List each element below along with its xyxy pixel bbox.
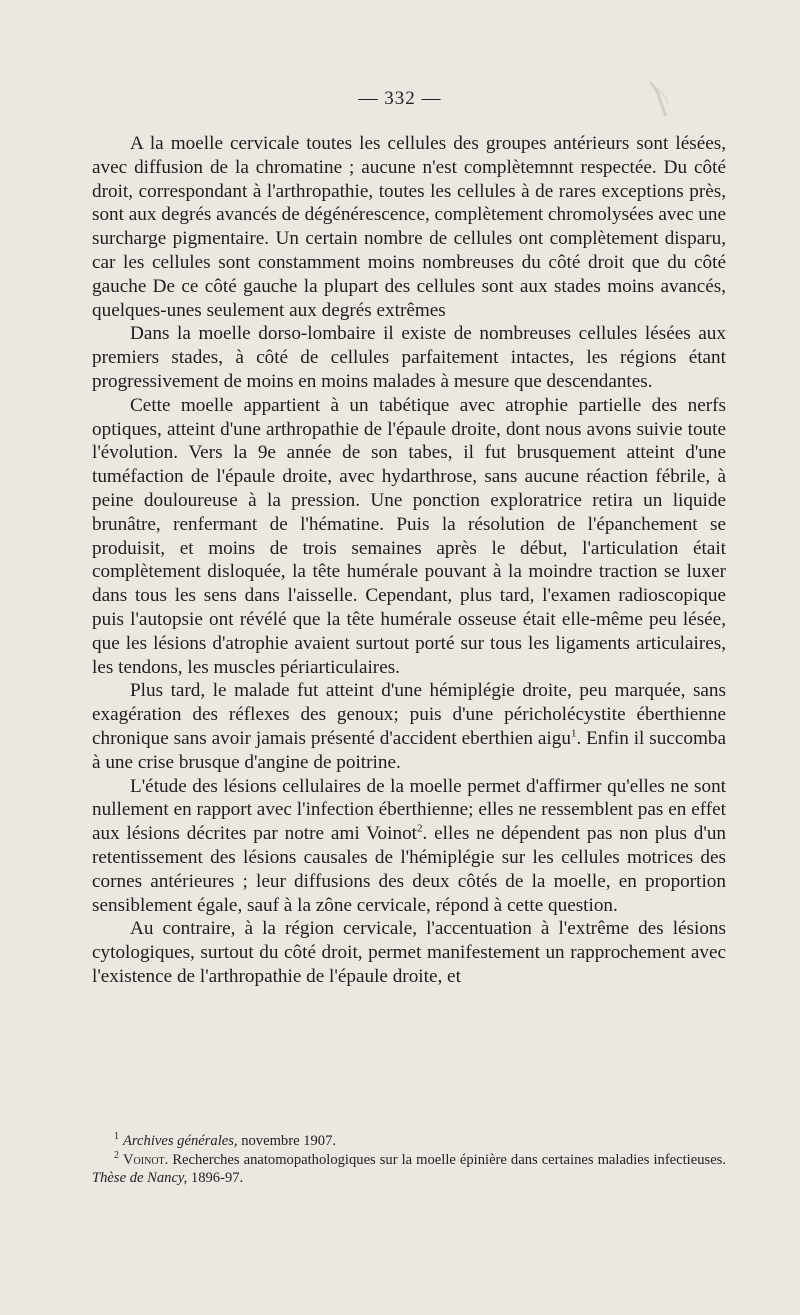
footnotes [92,1132,726,1188]
body-text [92,132,726,989]
footnote-2-title: Thèse de Nancy, [92,1170,188,1187]
footnote-2-date: 1896-97. [187,1170,244,1187]
footnote-1-text: novembre 1907. [237,1133,337,1149]
paragraph-4 [92,679,726,774]
footnote-1-title: Archives générales, [123,1133,238,1149]
paragraph-5-tail: . elles ne dépendent pas non plus d'un retentissement des lésions causales de l'hémiplégie sur les cellules motrices des cornes antérieures ; leur diffusions des deux côtés de la moelle, en proportion sensiblement égale, sauf à la zône cervicale, répond à cette question. [92,823,727,916]
paragraph-1: A la moelle cervicale toutes les cellules des groupes antérieurs sont lésées, avec diffusion de la chromatine ; aucune n'est complètemnnt respectée. Du côté droit, correspondant à l'arthropathie, toutes les cellules à de rares exceptions près, sont aux degrés avancés de dégénérescence, complètement chromolysées avec une surcharge pigmentaire. Un certain nombre de cellules ont complètement disparu, car les cellules sont constamment moins nombreuses du côté droit que du côté gauche De ce côté gauche la plupart des cellules sont aux stades moins avancés, quelques-unes seulement aux degrés extrêmes [92,133,726,321]
footnote-ref-2[interactable]: 2 [417,822,423,835]
paragraph-5 [92,775,726,918]
paragraph-5-text: L'étude des lésions cellulaires de la moelle permet d'affirmer qu'elles ne sont nullement en rapport avec l'infection éberthienne; elles ne ressemblent pas en effet aux lésions décrites par notre ami Voinot [92,775,726,845]
footnote-2-text: Recherches anatomopathologiques sur la moelle épinière dans certaines maladies infectieuses. [168,1151,726,1168]
footnote-ref-1[interactable]: 1 [570,727,577,740]
paragraph-2: Dans la moelle dorso-lombaire il existe de nombreuses cellules lésées aux premiers stades, à côté de cellules parfaitement intactes, les régions étant progressivement de moins en moins malades à mesure que descendantes. [92,323,726,392]
paragraph-3: Cette moelle appartient à un tabétique avec atrophie partielle des nerfs optiques, atteint d'une arthropathie de l'épaule droite, dont nous avons suivie toute l'évolution. Vers la 9e année de son tabes, il fut brusquement atteint d'une tuméfaction de l'épaule droite, avec hydarthrose, sans aucune réaction fébrile, à peine douloureuse à la pression. Une ponction exploratrice retira un liquide brunâtre, renfermant de l'hématine. Puis la résolution de l'épanchement se produisit, et moins de trois semaines après le début, l'articulation était complètement disloquée, la tête humérale pouvant à la moindre traction se luxer dans tous les sens dans l'aisselle. Cependant, plus tard, l'examen radioscopique puis l'autopsie ont révélé que la tête humérale osseuse était elle-même peu lésée, que les lésions d'atrophie avaient surtout porté sur tous les ligaments articulaires, les tendons, les muscles périarticulaires. [92,394,726,678]
paragraph-4-text: Plus tard, le malade fut atteint d'une hémiplégie droite, peu marquée, sans exagération des réflexes des genoux; puis d'une péricholécystite éberthienne chronique sans avoir jamais présenté d'accident eberthien aigu [92,680,726,749]
footnote-1-number: 1 [114,1131,119,1143]
footnote-2 [92,1151,726,1188]
footnote-2-author: Voinot. [123,1151,169,1168]
paragraph-4-tail: . Enfin il succomba à une crise brusque d'angine de poitrine. [92,727,726,773]
page-number: — 332 — [358,88,442,109]
footnote-2-number: 2 [114,1149,119,1161]
footnote-1 [92,1132,726,1151]
paragraph-6: Au contraire, à la région cervicale, l'accentuation à l'extrême des lésions cytologiques, surtout du côté droit, permet manifestement un rapprochement avec l'existence de l'arthropathie de l'épaule droite, et [92,918,726,987]
